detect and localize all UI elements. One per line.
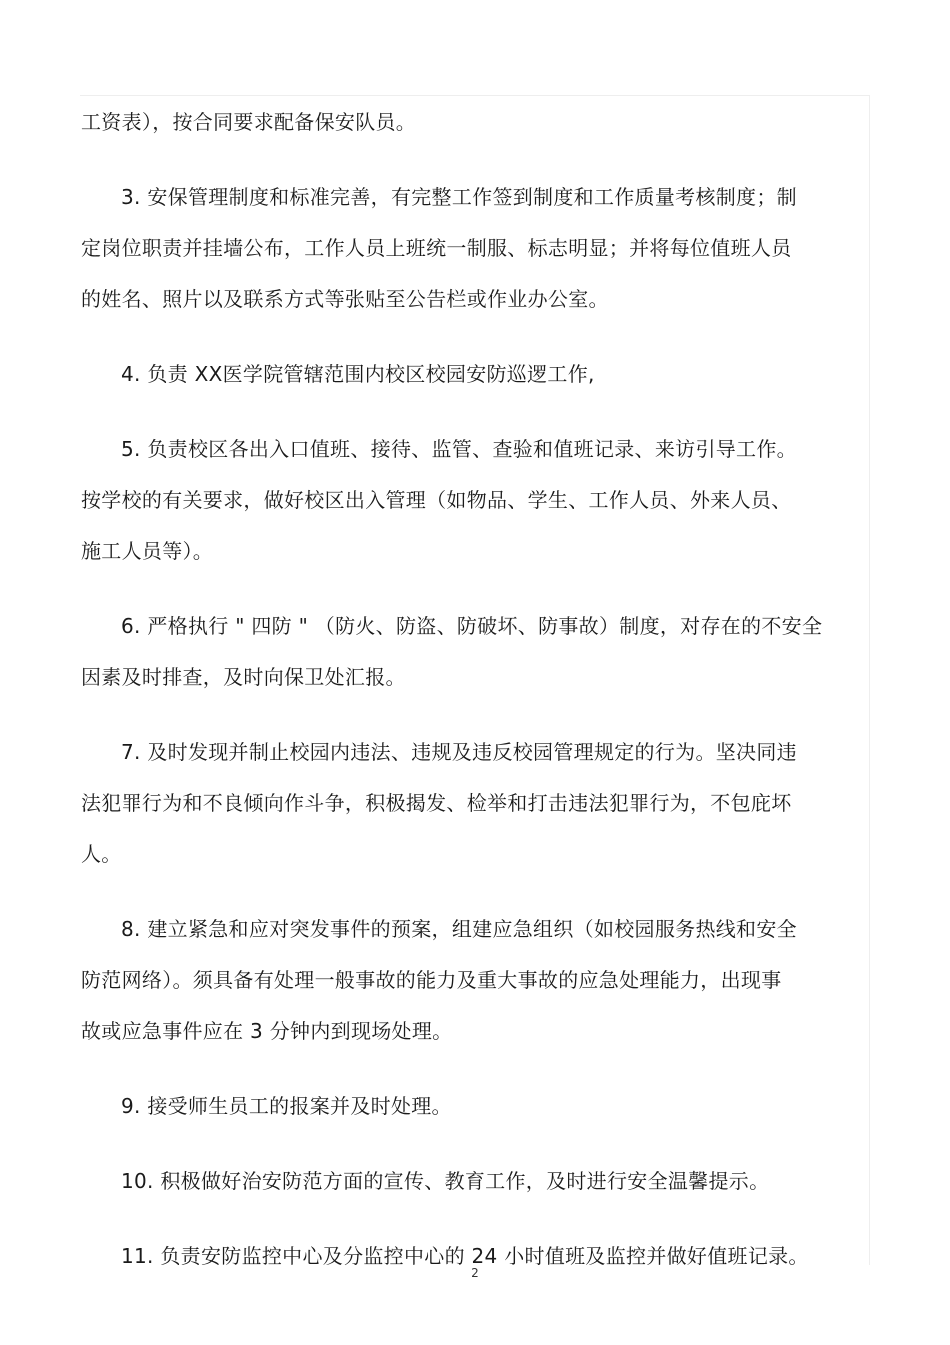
paragraph bbox=[81, 904, 831, 1057]
paragraph-line: 5. 负责校区各出入口值班、接待、监管、查验和值班记录、来访引导工作。 bbox=[121, 437, 797, 461]
paragraph-line: 按学校的有关要求，做好校区出入管理（如物品、学生、工作人员、外来人员、 bbox=[81, 488, 792, 512]
paragraph bbox=[81, 424, 831, 577]
paragraph-line: 因素及时排查，及时向保卫处汇报。 bbox=[81, 665, 406, 689]
paragraph-line: 的姓名、照片以及联系方式等张贴至公告栏或作业办公室。 bbox=[81, 287, 609, 311]
document-body bbox=[81, 97, 831, 1306]
paragraph-line: 10. 积极做好治安防范方面的宣传、教育工作，及时进行安全温馨提示。 bbox=[121, 1169, 770, 1193]
paragraph-line: 工资表），按合同要求配备保安队员。 bbox=[81, 110, 417, 134]
page-frame-right-line bbox=[869, 95, 870, 1265]
paragraph bbox=[81, 349, 831, 400]
paragraph-line: 6. 严格执行 " 四防 " （防火、防盗、防破坏、防事故）制度，对存在的不安全 bbox=[121, 614, 823, 638]
paragraph-line: 故或应急事件应在 3 分钟内到现场处理。 bbox=[81, 1019, 453, 1043]
paragraph-line: 定岗位职责并挂墙公布，工作人员上班统一制服、标志明显；并将每位值班人员 bbox=[81, 236, 792, 260]
paragraph-line: 11. 负责安防监控中心及分监控中心的 24 小时值班及监控并做好值班记录。 bbox=[121, 1244, 809, 1268]
paragraph-line: 4. 负责 XX医学院管辖范围内校区校园安防巡逻工作, bbox=[121, 362, 595, 386]
paragraph-line: 防范网络）。须具备有处理一般事故的能力及重大事故的应急处理能力，出现事 bbox=[81, 968, 782, 992]
paragraph-line: 3. 安保管理制度和标准完善，有完整工作签到制度和工作质量考核制度；制 bbox=[121, 185, 797, 209]
paragraph bbox=[81, 172, 831, 325]
paragraph-line: 9. 接受师生员工的报案并及时处理。 bbox=[121, 1094, 452, 1118]
paragraph-line: 施工人员等）。 bbox=[81, 539, 214, 563]
page-frame-top-line bbox=[80, 95, 870, 96]
paragraph bbox=[81, 1081, 831, 1132]
paragraph bbox=[81, 97, 831, 148]
paragraph-line: 7. 及时发现并制止校园内违法、违规及违反校园管理规定的行为。坚决同违 bbox=[121, 740, 797, 764]
paragraph-line: 人。 bbox=[81, 842, 122, 866]
paragraph bbox=[81, 601, 831, 703]
paragraph bbox=[81, 1156, 831, 1207]
paragraph-line: 法犯罪行为和不良倾向作斗争，积极揭发、检举和打击违法犯罪行为，不包庇坏 bbox=[81, 791, 792, 815]
paragraph-line: 8. 建立紧急和应对突发事件的预案，组建应急组织（如校园服务热线和安全 bbox=[121, 917, 797, 941]
paragraph bbox=[81, 727, 831, 880]
page-number: 2 bbox=[471, 1266, 479, 1280]
